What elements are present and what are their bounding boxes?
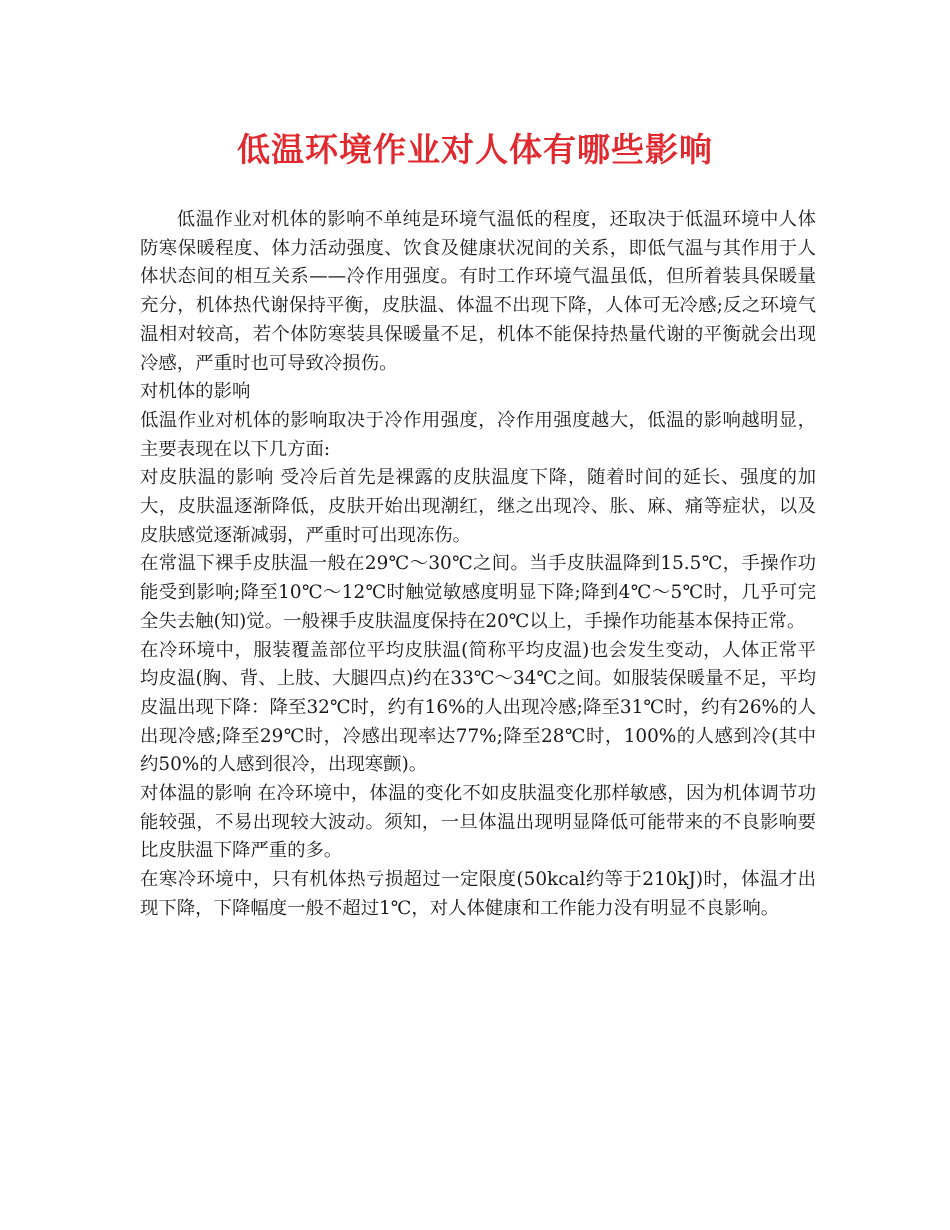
document-title: 低温环境作业对人体有哪些影响 <box>237 130 713 169</box>
paragraph-heat-deficit: 在寒冷环境中，只有机体热亏损超过一定限度(50kcal约等于210kJ)时，体温才出现下降，下降幅度一般不超过1℃，对人体健康和工作能力没有明显不良影响。 <box>140 869 816 919</box>
paragraph-intro: 低温作业对机体的影响不单纯是环境气温低的程度，还取决于低温环境中人体防寒保暖程度、体力活动强度、饮食及健康状况间的关系，即低气温与其作用于人体状态间的相互关系——冷作用强度。有时工作环境气温虽低，但所着装具保暖量充分，机体热代谢保持平衡，皮肤温、体温不出现下降，人体可无冷感;反之环境气温相对较高，若个体防寒装具保暖量不足，机体不能保持热量代谢的平衡就会出现冷感，严重时也可导致冷损伤。 <box>140 209 816 374</box>
paragraph-mean-skin-temperature: 在冷环境中，服装覆盖部位平均皮肤温(简称平均皮温)也会发生变动，人体正常平均皮温(胸、背、上肢、大腿四点)约在33℃～34℃之间。如服装保暖量不足，平均皮温出现下降：降至32℃时，约有16%的人出现冷感;降至31℃时，约有26%的人出现冷感;降至29℃时，冷感出现率达77%;降至28℃时，100%的人感到冷(其中约50%的人感到很冷，出现寒颤)。 <box>140 639 816 776</box>
paragraph-skin-temperature: 对皮肤温的影响 受冷后首先是裸露的皮肤温度下降，随着时间的延长、强度的加大，皮肤温逐渐降低，皮肤开始出现潮红，继之出现冷、胀、麻、痛等症状，以及皮肤感觉逐渐减弱，严重时可出现冻伤。 <box>140 467 816 546</box>
paragraph-body-temperature: 对体温的影响 在冷环境中，体温的变化不如皮肤温变化那样敏感，因为机体调节功能较强，不易出现较大波动。须知，一旦体温出现明显降低可能带来的不良影响要比皮肤温下降严重的多。 <box>140 783 816 862</box>
section-heading-body-effects: 对机体的影响 <box>140 381 251 403</box>
paragraph-hand-skin-temperature: 在常温下裸手皮肤温一般在29℃～30℃之间。当手皮肤温降到15.5℃，手操作功能受到影响;降至10℃～12℃时触觉敏感度明显下降;降到4℃～5℃时，几乎可完全失去触(知)觉。一般裸手皮肤温度保持在20℃以上，手操作功能基本保持正常。 <box>140 553 816 632</box>
document-body <box>140 206 816 924</box>
paragraph-overview: 低温作业对机体的影响取决于冷作用强度，冷作用强度越大，低温的影响越明显，主要表现在以下几方面: <box>140 409 816 460</box>
